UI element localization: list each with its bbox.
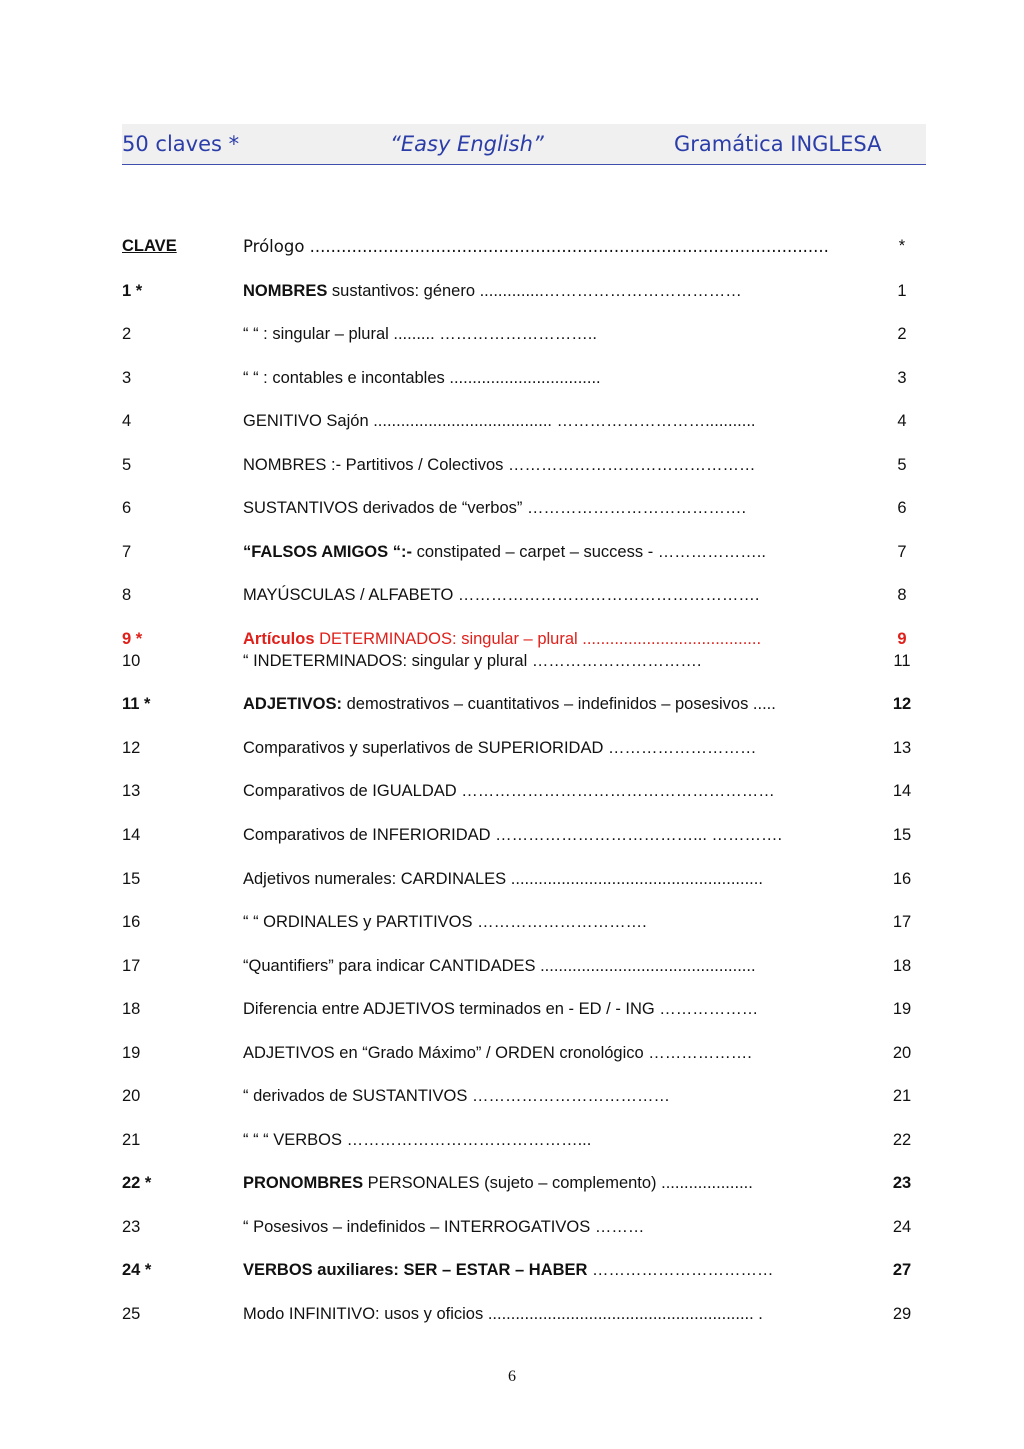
toc-row-title-rest: “ “ ORDINALES y PARTITIVOS …………………………. [243,913,647,931]
toc-row-page: 9 [897,630,907,648]
toc-row [0,695,1024,717]
toc-row-page: 14 [892,782,912,800]
toc-row-title-rest: Adjetivos numerales: CARDINALES ....................................................... [243,870,763,888]
toc-row-title-rest: “ “ “ VERBOS ……………………………………... [243,1131,592,1149]
toc-row-title-rest: constipated – carpet – success - ……………….. [411,543,766,561]
toc-row-title-rest: “ INDETERMINADOS: singular y plural …………………………. [243,652,702,670]
toc-row-number: 1 * [122,282,143,300]
toc-row [0,739,1024,761]
toc-row-title-rest: Diferencia entre ADJETIVOS terminados en - ED / - ING ……………… [243,1000,759,1018]
toc-row-page: 24 [892,1218,912,1236]
toc-row-number: 21 [122,1131,141,1149]
toc-row-page: 21 [892,1087,912,1105]
toc-row-title-rest: “ Posesivos – indefinidos – INTERROGATIVOS ……… [243,1218,645,1236]
toc-row [0,1087,1024,1109]
toc-row-title-rest: Comparativos de IGUALDAD ………………………………………………… [243,782,775,800]
toc-row [0,456,1024,478]
toc-row-title-rest: sustantivos: género ..............……………………………… [327,282,742,300]
header-right-text: Gramática INGLESA [674,132,882,156]
toc-row-page: 23 [892,1174,912,1192]
toc-row-title-rest: ADJETIVOS en “Grado Máximo” / ORDEN cronológico ………………. [243,1044,752,1062]
toc-row-title [243,870,763,889]
toc-row [0,1044,1024,1066]
toc-row-number: 19 [122,1044,141,1062]
toc-row-title-rest: Modo INFINITIVO: usos y oficios .......................................................... . [243,1305,763,1323]
toc-row-title [243,499,746,518]
toc-row [0,782,1024,804]
toc-row-number: 9 * [122,630,143,648]
toc-row-number: 11 * [122,695,151,713]
toc-row-page: 12 [892,695,912,713]
toc-row-title [243,826,782,845]
toc-row [0,652,1024,674]
toc-row-title-bold: VERBOS auxiliares: SER – ESTAR – HABER [243,1261,588,1279]
toc-row-page: 3 [897,369,907,387]
toc-row [0,1000,1024,1022]
toc-row-title-rest: “ “ : singular – plural ......... ……………………….. [243,325,597,343]
toc-row-page: 1 [897,282,907,300]
toc-row-title [243,1087,670,1106]
toc-row-page: 7 [897,543,907,561]
toc-row-title [243,652,701,671]
toc-row-title-rest: “Quantifiers” para indicar CANTIDADES ............................................... [243,957,756,975]
toc-row-title [243,1131,591,1150]
toc-row [0,543,1024,565]
toc-row-title-rest: NOMBRES :- Partitivos / Colectivos ……………………………………… [243,456,756,474]
toc-row-number: 5 [122,456,132,474]
toc-row-page: 15 [892,826,912,844]
toc-row [0,325,1024,347]
toc-row-page: 11 [893,652,911,670]
toc-row-number: 23 [122,1218,141,1236]
toc-row [0,1174,1024,1196]
toc-row-page: 20 [892,1044,912,1062]
toc-row-title-rest: “ derivados de SUSTANTIVOS ……………………………… [243,1087,670,1105]
toc-row-title [243,782,775,801]
toc-row-title-rest: demostrativos – cuantitativos – indefinidos – posesivos ..... [342,695,776,713]
header-left-text: 50 claves * [122,132,240,156]
toc-row-title-rest: SUSTANTIVOS derivados de “verbos” …………………………………. [243,499,747,517]
toc-row [0,1261,1024,1283]
toc-row-title-rest: DETERMINADOS: singular – plural ....................................... [314,630,762,648]
toc-row-number: 24 * [122,1261,152,1279]
toc-row [0,630,1024,652]
toc-row-number: 12 [122,739,141,757]
toc-row-title-bold: ADJETIVOS: [243,695,343,713]
toc-row-title [243,695,776,714]
toc-row-title [243,1044,752,1063]
toc-row-number: 18 [122,1000,141,1018]
prologo-page: * [898,237,906,255]
toc-row-title-rest: MAYÚSCULAS / ALFABETO ………………………………………………. [243,586,760,604]
toc-row-title [243,282,742,301]
toc-row-title [243,1261,774,1280]
toc-row-number: 25 [122,1305,141,1323]
toc-row [0,1218,1024,1240]
toc-row-number: 13 [122,782,141,800]
toc-row-title [243,543,766,562]
toc-row-page: 5 [897,456,907,474]
toc-row-page: 22 [892,1131,912,1149]
toc-row-title-rest: PERSONALES (sujeto – complemento) .................... [363,1174,753,1192]
toc-row [0,1131,1024,1153]
document-header [122,124,926,165]
header-center-text: “Easy English” [390,132,544,156]
toc-row-number: 4 [122,412,132,430]
toc-row-number: 6 [122,499,132,517]
toc-row-number: 22 * [122,1174,152,1192]
toc-row-title [243,369,601,388]
toc-row-page: 6 [897,499,907,517]
toc-row-title-rest: “ “ : contables e incontables ................................. [243,369,601,387]
toc-row-number: 3 [122,369,132,387]
toc-row-number: 8 [122,586,132,604]
toc-row-number: 2 [122,325,132,343]
toc-heading-row [0,237,1024,259]
toc-row-title [243,630,761,649]
toc-row-title-rest: …………………………… [587,1261,774,1279]
toc-row [0,870,1024,892]
toc-row-title-bold: Artículos [243,630,315,648]
toc-row-page: 13 [892,739,912,757]
toc-row-page: 4 [897,412,907,430]
toc-row-page: 19 [892,1000,912,1018]
toc-row-title [243,456,755,475]
toc-row-page: 8 [897,586,907,604]
page-number: 6 [508,1368,516,1385]
toc-row-title-bold: NOMBRES [243,282,328,300]
toc-row [0,586,1024,608]
toc-row [0,282,1024,304]
toc-row [0,412,1024,434]
toc-row-number: 16 [122,913,141,931]
toc-row-title-bold: “FALSOS AMIGOS “:- [243,543,412,561]
toc-row-number: 17 [122,957,141,975]
toc-row-number: 7 [122,543,132,561]
toc-row-page: 2 [897,325,907,343]
toc-row-title-rest: Comparativos y superlativos de SUPERIORIDAD ……………………… [243,739,757,757]
toc-row-title-bold: PRONOMBRES [243,1174,364,1192]
toc-row-title-rest: Comparativos de INFERIORIDAD ………………………………... …………. [243,826,783,844]
toc-row-title [243,913,647,932]
toc-row-title [243,325,597,344]
toc-row [0,1305,1024,1327]
toc-row-title [243,1000,758,1019]
prologo-entry: Prólogo ................................................................................................... [243,237,829,256]
toc-row [0,499,1024,521]
toc-row-number: 10 [122,652,141,670]
toc-row-title [243,412,756,431]
toc-row-page: 16 [892,870,912,888]
toc-row-title [243,1218,644,1237]
toc-row-title [243,739,756,758]
toc-row-title [243,586,759,605]
toc-row-number: 15 [122,870,141,888]
toc-row-title-rest: GENITIVO Sajón ....................................... ………………………........... [243,412,756,430]
toc-row [0,957,1024,979]
toc-row-title [243,957,756,976]
toc-row-number: 14 [122,826,141,844]
toc-row [0,369,1024,391]
toc-row-page: 27 [892,1261,912,1279]
toc-row-number: 20 [122,1087,141,1105]
toc-row-title [243,1305,763,1324]
toc-row [0,826,1024,848]
toc-row-title [243,1174,753,1193]
clave-column-label: CLAVE [122,237,177,255]
toc-row-page: 17 [892,913,912,931]
toc-row-page: 29 [892,1305,912,1323]
toc-row [0,913,1024,935]
toc-row-page: 18 [892,957,912,975]
